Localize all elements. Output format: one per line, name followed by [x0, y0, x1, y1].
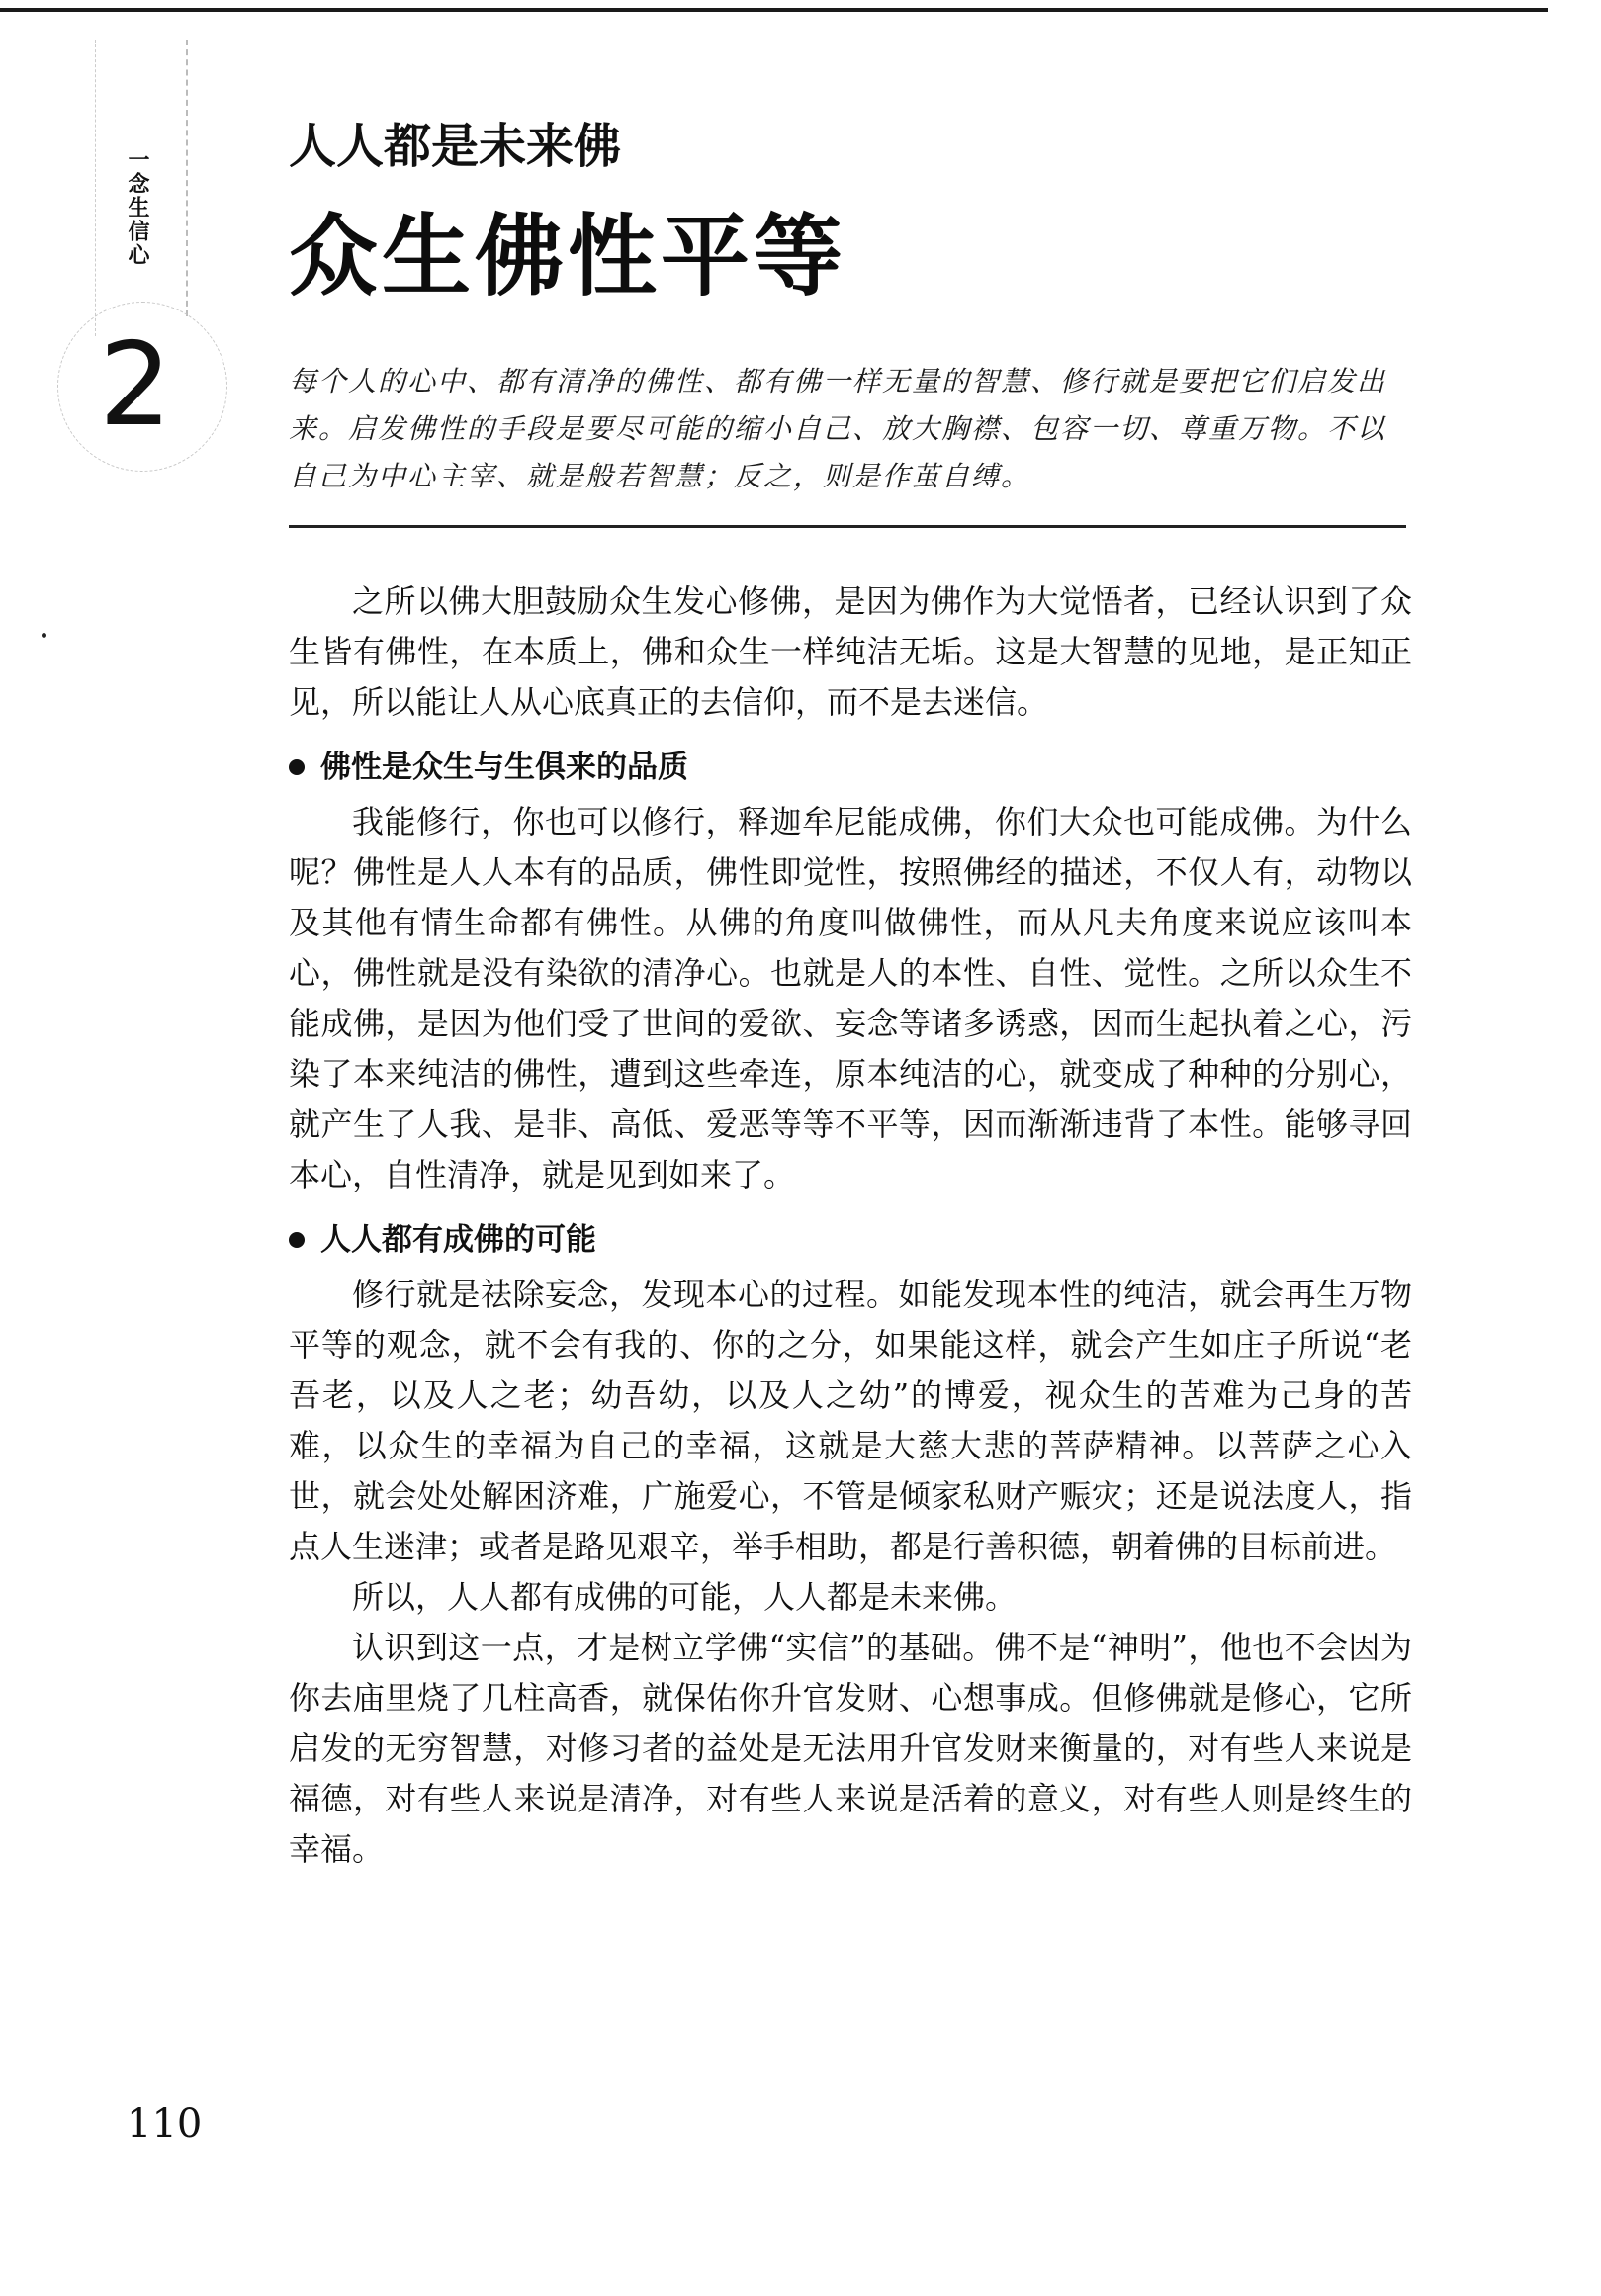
paragraph: 认识到这一点，才是树立学佛“实信”的基础。佛不是“神明”，他也不会因为你去庙里烧了几柱高香，就保佑你升官发财、心想事成。但修佛就是修心，它所启发的无穷智慧，对修习者的益处是无法用升官发财来衡量的，对有些人来说是福德，对有些人来说是清净，对有些人来说是活着的意义，对有些人则是终生的幸福。 — [289, 1629, 1412, 1868]
top-rule — [0, 8, 1548, 12]
bullet-icon — [289, 759, 305, 775]
margin-guide-line — [186, 40, 188, 316]
intro-paragraph: 之所以佛大胆鼓励众生发心修佛，是因为佛作为大觉悟者，已经认识到了众生皆有佛性，在本质上，佛和众生一样纯洁无垢。这是大智慧的见地，是正知正见，所以能让人从心底真正的去信仰，而不是去迷信。 — [289, 582, 1412, 721]
section-heading-text: 人人都有成佛的可能 — [320, 1222, 596, 1258]
section-heading-text: 佛性是众生与生俱来的品质 — [320, 750, 688, 785]
margin-guide-line — [95, 40, 96, 336]
paragraph: 所以，人人都有成佛的可能，人人都是未来佛。 — [352, 1578, 1018, 1616]
page-number: 110 — [127, 2101, 203, 2147]
scan-speck — [42, 633, 46, 638]
body-text — [289, 576, 1412, 1875]
page-title: 众生佛性平等 — [289, 205, 846, 309]
bullet-icon — [289, 1232, 305, 1248]
kicker-heading: 人人都是未来佛 — [289, 119, 622, 174]
section-heading — [289, 1216, 1412, 1264]
side-tab-label: 一念生信心 — [125, 148, 149, 267]
paragraph: 修行就是祛除妄念，发现本心的过程。如能发现本性的纯洁，就会再生万物平等的观念，就不会有我的、你的之分，如果能这样，就会产生如庄子所说“老吾老，以及人之老；幼吾幼，以及人之幼”的博爱，视众生的苦难为己身的苦难，以众生的幸福为自己的幸福，这就是大慈大悲的菩萨精神。以菩萨之心入世，就会处处解困济难，广施爱心，不管是倾家私财产赈灾；还是说法度人，指点人生迷津；或者是路见艰辛，举手相助，都是行善积德，朝着佛的目标前进。 — [289, 1276, 1412, 1565]
summary-text: 每个人的心中、都有清净的佛性、都有佛一样无量的智慧、修行就是要把它们启发出来。启发佛性的手段是要尽可能的缩小自己、放大胸襟、包容一切、尊重万物。不以自己为中心主宰、就是般若智慧；反之，则是作茧自缚。 — [289, 365, 1387, 492]
section-divider — [289, 525, 1406, 528]
section-heading — [289, 744, 1412, 791]
chapter-number: 2 — [99, 318, 172, 452]
paragraph: 我能修行，你也可以修行，释迦牟尼能成佛，你们大众也可能成佛。为什么呢？佛性是人人本有的品质，佛性即觉性，按照佛经的描述，不仅人有，动物以及其他有情生命都有佛性。从佛的角度叫做佛性，而从凡夫角度来说应该叫本心，佛性就是没有染欲的清净心。也就是人的本性、自性、觉性。之所以众生不能成佛，是因为他们受了世间的爱欲、妄念等诸多诱惑，因而生起执着之心，污染了本来纯洁的佛性，遭到这些牵连，原本纯洁的心，就变成了种种的分别心，就产生了人我、是非、高低、爱恶等等不平等，因而渐渐违背了本性。能够寻回本心，自性清净，就是见到如来了。 — [289, 803, 1412, 1193]
